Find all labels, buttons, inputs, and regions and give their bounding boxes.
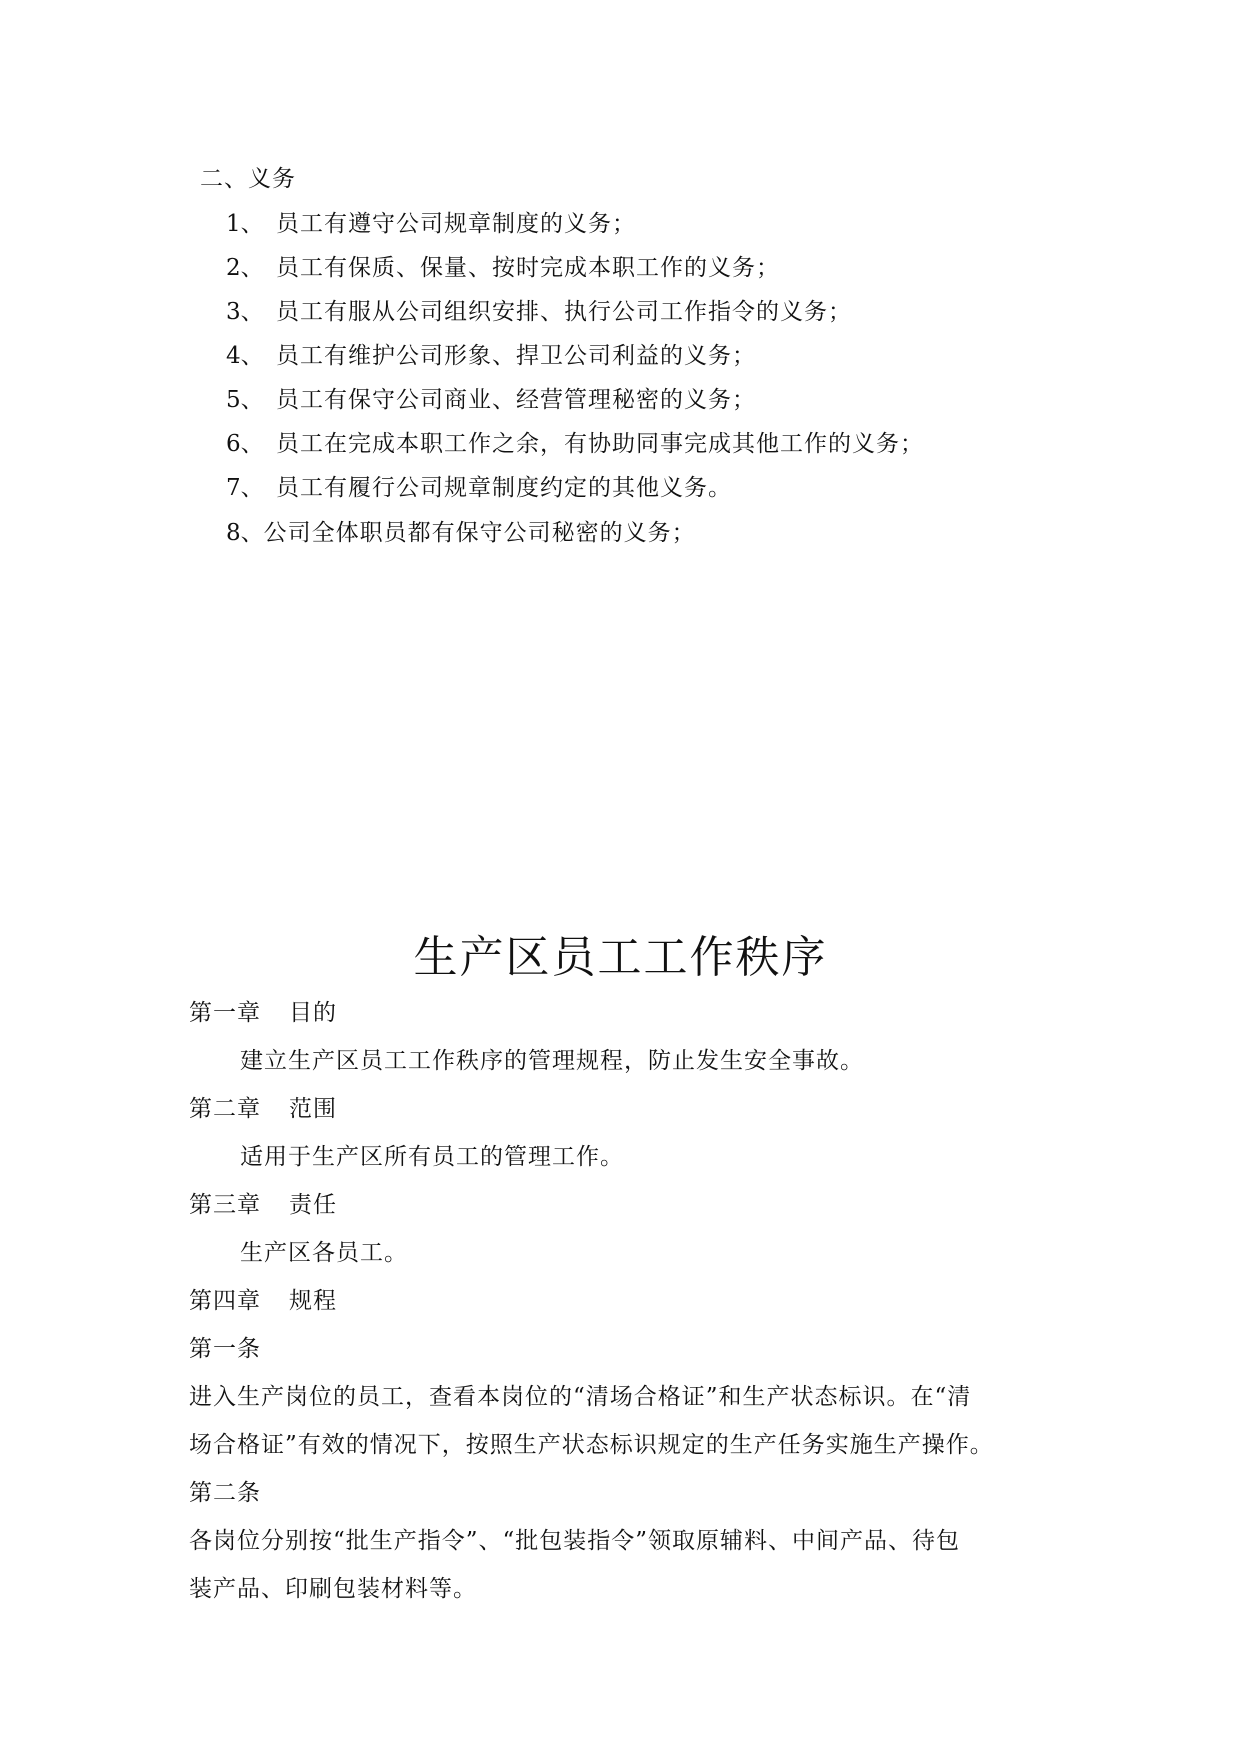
item-text: 员工在完成本职工作之余，有协助同事完成其他工作的义务； [276, 431, 924, 457]
chapter-heading [189, 998, 337, 1028]
item-number: 3、 [226, 299, 264, 325]
item-text: 员工有服从公司组织安排、执行公司工作指令的义务； [276, 299, 852, 325]
item-number: 1、 [226, 211, 264, 237]
chapter-content: 生产区各员工。 [240, 1240, 408, 1266]
item-number: 6、 [226, 431, 264, 457]
document-title: 生产区员工工作秩序 [413, 932, 828, 983]
item-number: 8、 [226, 520, 264, 546]
chapter-name: 责任 [289, 1192, 337, 1218]
item-number: 4、 [226, 343, 264, 369]
list-item [226, 518, 696, 548]
item-text: 员工有遵守公司规章制度的义务； [276, 211, 636, 237]
chapter-name: 范围 [289, 1096, 337, 1122]
list-item [226, 297, 852, 327]
chapter-label: 第三章 [189, 1192, 261, 1218]
list-item [226, 429, 924, 459]
list-item [226, 385, 756, 415]
item-number: 5、 [226, 387, 264, 413]
item-text: 员工有保守公司商业、经营管理秘密的义务； [276, 387, 756, 413]
list-item [226, 473, 732, 503]
article-label: 第二条 [189, 1480, 261, 1506]
list-item [226, 253, 780, 283]
item-text: 员工有履行公司规章制度约定的其他义务。 [276, 475, 732, 501]
article-text-line: 装产品、印刷包装材料等。 [189, 1576, 477, 1602]
chapter-content: 适用于生产区所有员工的管理工作。 [240, 1144, 624, 1170]
item-text: 员工有维护公司形象、捍卫公司利益的义务； [276, 343, 756, 369]
chapter-heading [189, 1094, 337, 1124]
item-text: 员工有保质、保量、按时完成本职工作的义务； [276, 255, 780, 281]
chapter-heading [189, 1190, 337, 1220]
item-number: 2、 [226, 255, 264, 281]
chapter-label: 第四章 [189, 1288, 261, 1314]
chapter-name: 规程 [289, 1288, 337, 1314]
chapter-heading [189, 1286, 337, 1316]
list-item [226, 341, 756, 371]
article-label: 第一条 [189, 1336, 261, 1362]
chapter-label: 第二章 [189, 1096, 261, 1122]
list-item [226, 209, 636, 239]
chapter-content: 建立生产区员工工作秩序的管理规程，防止发生安全事故。 [240, 1048, 864, 1074]
chapter-label: 第一章 [189, 1000, 261, 1026]
article-text-line: 各岗位分别按“批生产指令”、“批包装指令”领取原辅料、中间产品、待包 [189, 1528, 961, 1554]
article-text-line: 进入生产岗位的员工，查看本岗位的“清场合格证”和生产状态标识。在“清 [189, 1384, 972, 1410]
item-text: 公司全体职员都有保守公司秘密的义务； [263, 520, 696, 546]
section-heading: 二、义务 [200, 166, 296, 192]
article-text-line: 场合格证”有效的情况下，按照生产状态标识规定的生产任务实施生产操作。 [189, 1432, 994, 1458]
item-number: 7、 [226, 475, 264, 501]
chapter-name: 目的 [289, 1000, 337, 1026]
